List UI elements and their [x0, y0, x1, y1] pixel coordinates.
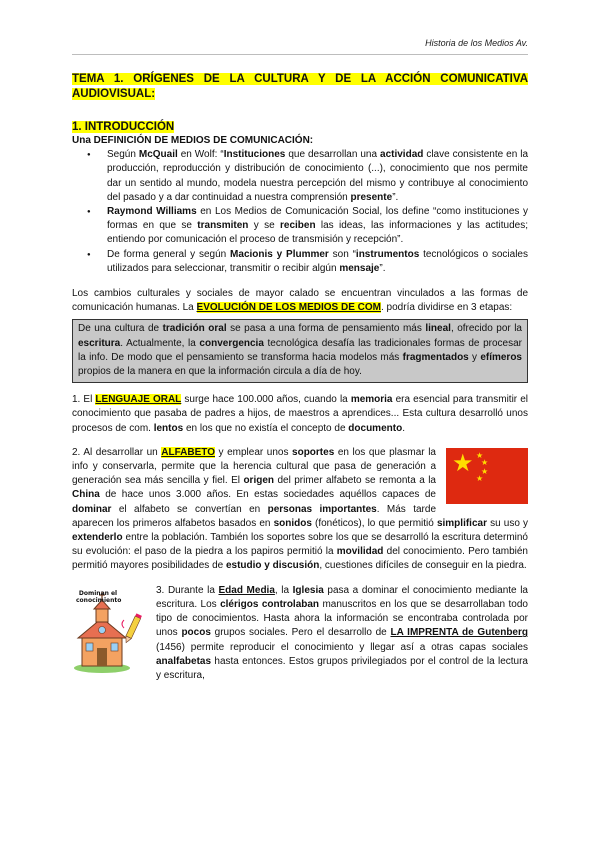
china-flag-icon: ★ ★ ★ ★ ★: [446, 448, 528, 504]
definition-list: [72, 148, 528, 276]
list-item: ● Raymond Williams en Los Medios de Comunicación Social, los define “como instituciones y formas en que se transmiten y se reciben las ideas, las informaciones y las actitudes; entiendo por comunicación el proceso de transmisión y recepción”.: [107, 205, 528, 248]
section-heading-introduccion: 1. INTRODUCCIÓN: [72, 121, 175, 133]
page-header: Historia de los Medios Av.: [425, 38, 528, 48]
stage-1-paragraph: 1. El LENGUAJE ORAL surge hace 100.000 años, cuando la memoria era esencial para transmitir el conocimiento que pasaba de padres a hijos, de maestros a aprendices... Esta cultura desarrolló unos procesos de com. lentos en los que no existía el concepto de documento.: [72, 394, 528, 434]
summary-box: De una cultura de tradición oral se pasa a una forma de pensamiento más lineal, ofrecido por la escritura. Actualmente, la convergencia tecnológica desafía las tradicionales formas de procesar la info. De modo que el pensamiento se transforma hacia modelos más fragmentados y efímeros propios de la manera en que la información circula a día de hoy.: [72, 319, 528, 383]
stage-2-paragraph: 2. Al desarrollar un ALFABETO y emplear unos soportes en los que plasmar la info y conservarla, permite que la herencia cultural que pasa de generación a generación sea más sencilla y fiel. El origen del primer alfabeto se remonta a la China de hace unos 3.000 años. En estas sociedades aquéllos capaces de dominar el alfabeto se convertían en personas importantes. Más tarde aparecen los primeros alfabetos basados en sonidos (fonéticos), lo que permitió simplificar su uso y extenderlo entre la población. También los soportes sobre los que se desarrolló la escritura determinó su evolución: el paso de la piedra a los papiros permitió la movilidad del conocimiento. Pero también permitió mayores posibilidades de estudio y discusión, cuestiones difíciles de conseguir en la piedra.: [72, 446, 528, 572]
document-body: [72, 72, 528, 683]
church-pencil-icon: [72, 588, 148, 678]
intro-paragraph: Los cambios culturales y sociales de mayor calado se encuentran vinculados a las formas de comunicación humanas. La EVOLUCIÓN DE LOS MEDIOS DE COM. podría dividirse en 3 etapas:: [72, 288, 528, 314]
clipart-caption: Dominan el conocimiento: [76, 589, 122, 604]
stage-3-paragraph: 3. Durante la Edad Media, la Iglesia pasa a dominar el conocimiento mediante la escritura. Los clérigos controlaban manuscritos en los que se desarrollaban todo tipo de conocimientos. Hasta ahora la información se encontraba controlada por unos pocos grupos sociales. Pero el desarrollo de LA IMPRENTA de Gutenberg (1456) permite reproducir el conocimiento y llegar así a otras capas sociales analfabetas hasta entonces. Estos grupos privilegiados por el control de la lectura y escritura,: [156, 584, 528, 681]
definition-heading: Una DEFINICIÓN DE MEDIOS DE COMUNICACIÓN:: [72, 135, 314, 146]
document-title: TEMA 1. ORÍGENES DE LA CULTURA Y DE LA ACCIÓN COMUNICATIVA AUDIOVISUAL:: [72, 73, 528, 100]
list-item: ● Según McQuail en Wolf: “Instituciones que desarrollan una actividad clave consistente en la producción, reproducción y distribución de conocimiento (...), conocimiento que nos permite dar un sentido al mundo, modela nuestra percepción del mismo y contribuye al conocimiento del pasado y a dar continuidad a nuestra comprensión presente”.: [107, 148, 528, 205]
list-item: ● De forma general y según Macionis y Plummer son “instrumentos tecnológicos o sociales utilizados para seleccionar, transmitir o recibir algún mensaje”.: [107, 248, 528, 276]
header-divider: [72, 54, 528, 55]
